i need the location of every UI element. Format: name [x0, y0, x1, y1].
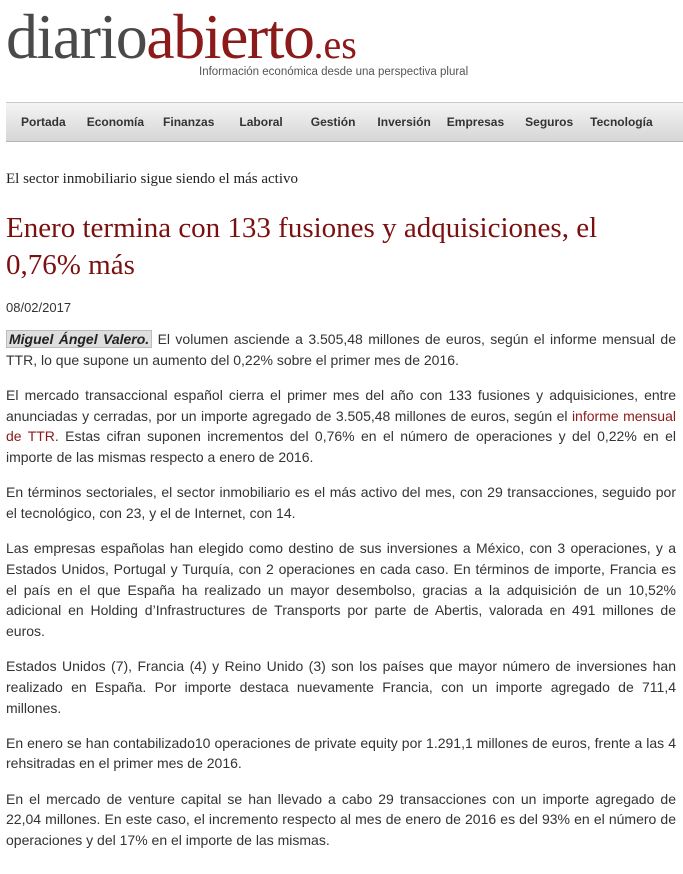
paragraph-4: Las empresas españolas han elegido como destino de sus inversiones a México, con 3 operaciones, y a Estados Unidos, Portugal y Turquía, con 2 operaciones en cada caso. En términos de importe, Francia es el país en el que España ha realizado un mayor desembolso, gracias a la adquisición de un 10,52% adicional en Holding d’Infrastructures de Transports por parte de Abertis, valorada en 491 millones de euros. — [6, 540, 676, 639]
site-tagline: Información económica desde una perspectiva plural — [199, 66, 469, 78]
paragraph-2-text-a: El mercado transaccional español cierra el primer mes del año con 133 fusiones y adquisiciones, entre anunciadas y cerradas, por un importe agregado de 3.505,48 millones de euros, según el — [6, 386, 676, 424]
logo-text-diario: diario — [6, 1, 147, 72]
article-kicker: El sector inmobiliario sigue siendo el más activo — [6, 171, 299, 187]
nav-item-economia[interactable]: Economía — [86, 115, 145, 129]
paragraph-2-text-b: . Estas cifran suponen incrementos del 0,76% en el número de operaciones y del 0,22% en el importe de las mismas respecto a enero de 2016. — [6, 428, 676, 466]
nav-item-tecnologia[interactable]: Tecnología — [590, 115, 653, 129]
nav-item-inversion[interactable]: Inversión — [377, 115, 431, 129]
nav-item-laboral[interactable]: Laboral — [239, 115, 283, 129]
nav-item-empresas[interactable]: Empresas — [446, 115, 505, 129]
paragraph-3: En términos sectoriales, el sector inmobiliario es el más activo del mes, con 29 transacciones, seguido por el tecnológico, con 23, y el de Internet, con 14. — [6, 484, 676, 521]
paragraph-6: En enero se han contabilizado10 operaciones de private equity por 1.291,1 millones de euros, frente a las 4 rehsitradas en el primer mes de 2016. — [6, 734, 676, 772]
ttr-report-link[interactable]: informe mensual de TTR — [6, 407, 676, 445]
article-headline: Enero termina con 133 fusiones y adquisiciones, el 0,76% más — [6, 212, 598, 281]
logo-text-abierto: abierto — [146, 1, 314, 72]
main-nav — [6, 102, 683, 142]
author-name[interactable]: Miguel Ángel Valero. — [6, 330, 152, 348]
paragraph-2 — [6, 385, 676, 468]
logo-text-es: .es — [313, 22, 357, 67]
nav-item-seguros[interactable]: Seguros — [525, 115, 574, 129]
nav-item-finanzas[interactable]: Finanzas — [163, 115, 215, 129]
article-date: 08/02/2017 — [6, 300, 72, 315]
paragraph-7: En el mercado de venture capital se han llevado a cabo 29 transacciones con un importe agregado de 22,04 millones. En este caso, el incremento respecto al mes de enero de 2016 es del 93% en el número de operaciones y del 17% en el importe de las mismas. — [6, 790, 676, 849]
article-body — [6, 329, 676, 865]
nav-item-portada[interactable]: Portada — [21, 115, 66, 129]
nav-item-gestion[interactable]: Gestión — [310, 115, 356, 129]
paragraph-1-text: El volumen asciende a 3.505,48 millones de euros, según el informe mensual de TTR, lo que supone un aumento del 0,22% sobre el primer mes de 2016. — [6, 331, 677, 368]
paragraph-5: Estados Unidos (7), Francia (4) y Reino Unido (3) son los países que mayor número de inversiones han realizado en España. Por importe destaca nuevamente Francia, con un importe agregado de 711,4 millones. — [6, 658, 676, 716]
masthead — [6, 0, 476, 90]
paragraph-1 — [6, 329, 676, 370]
